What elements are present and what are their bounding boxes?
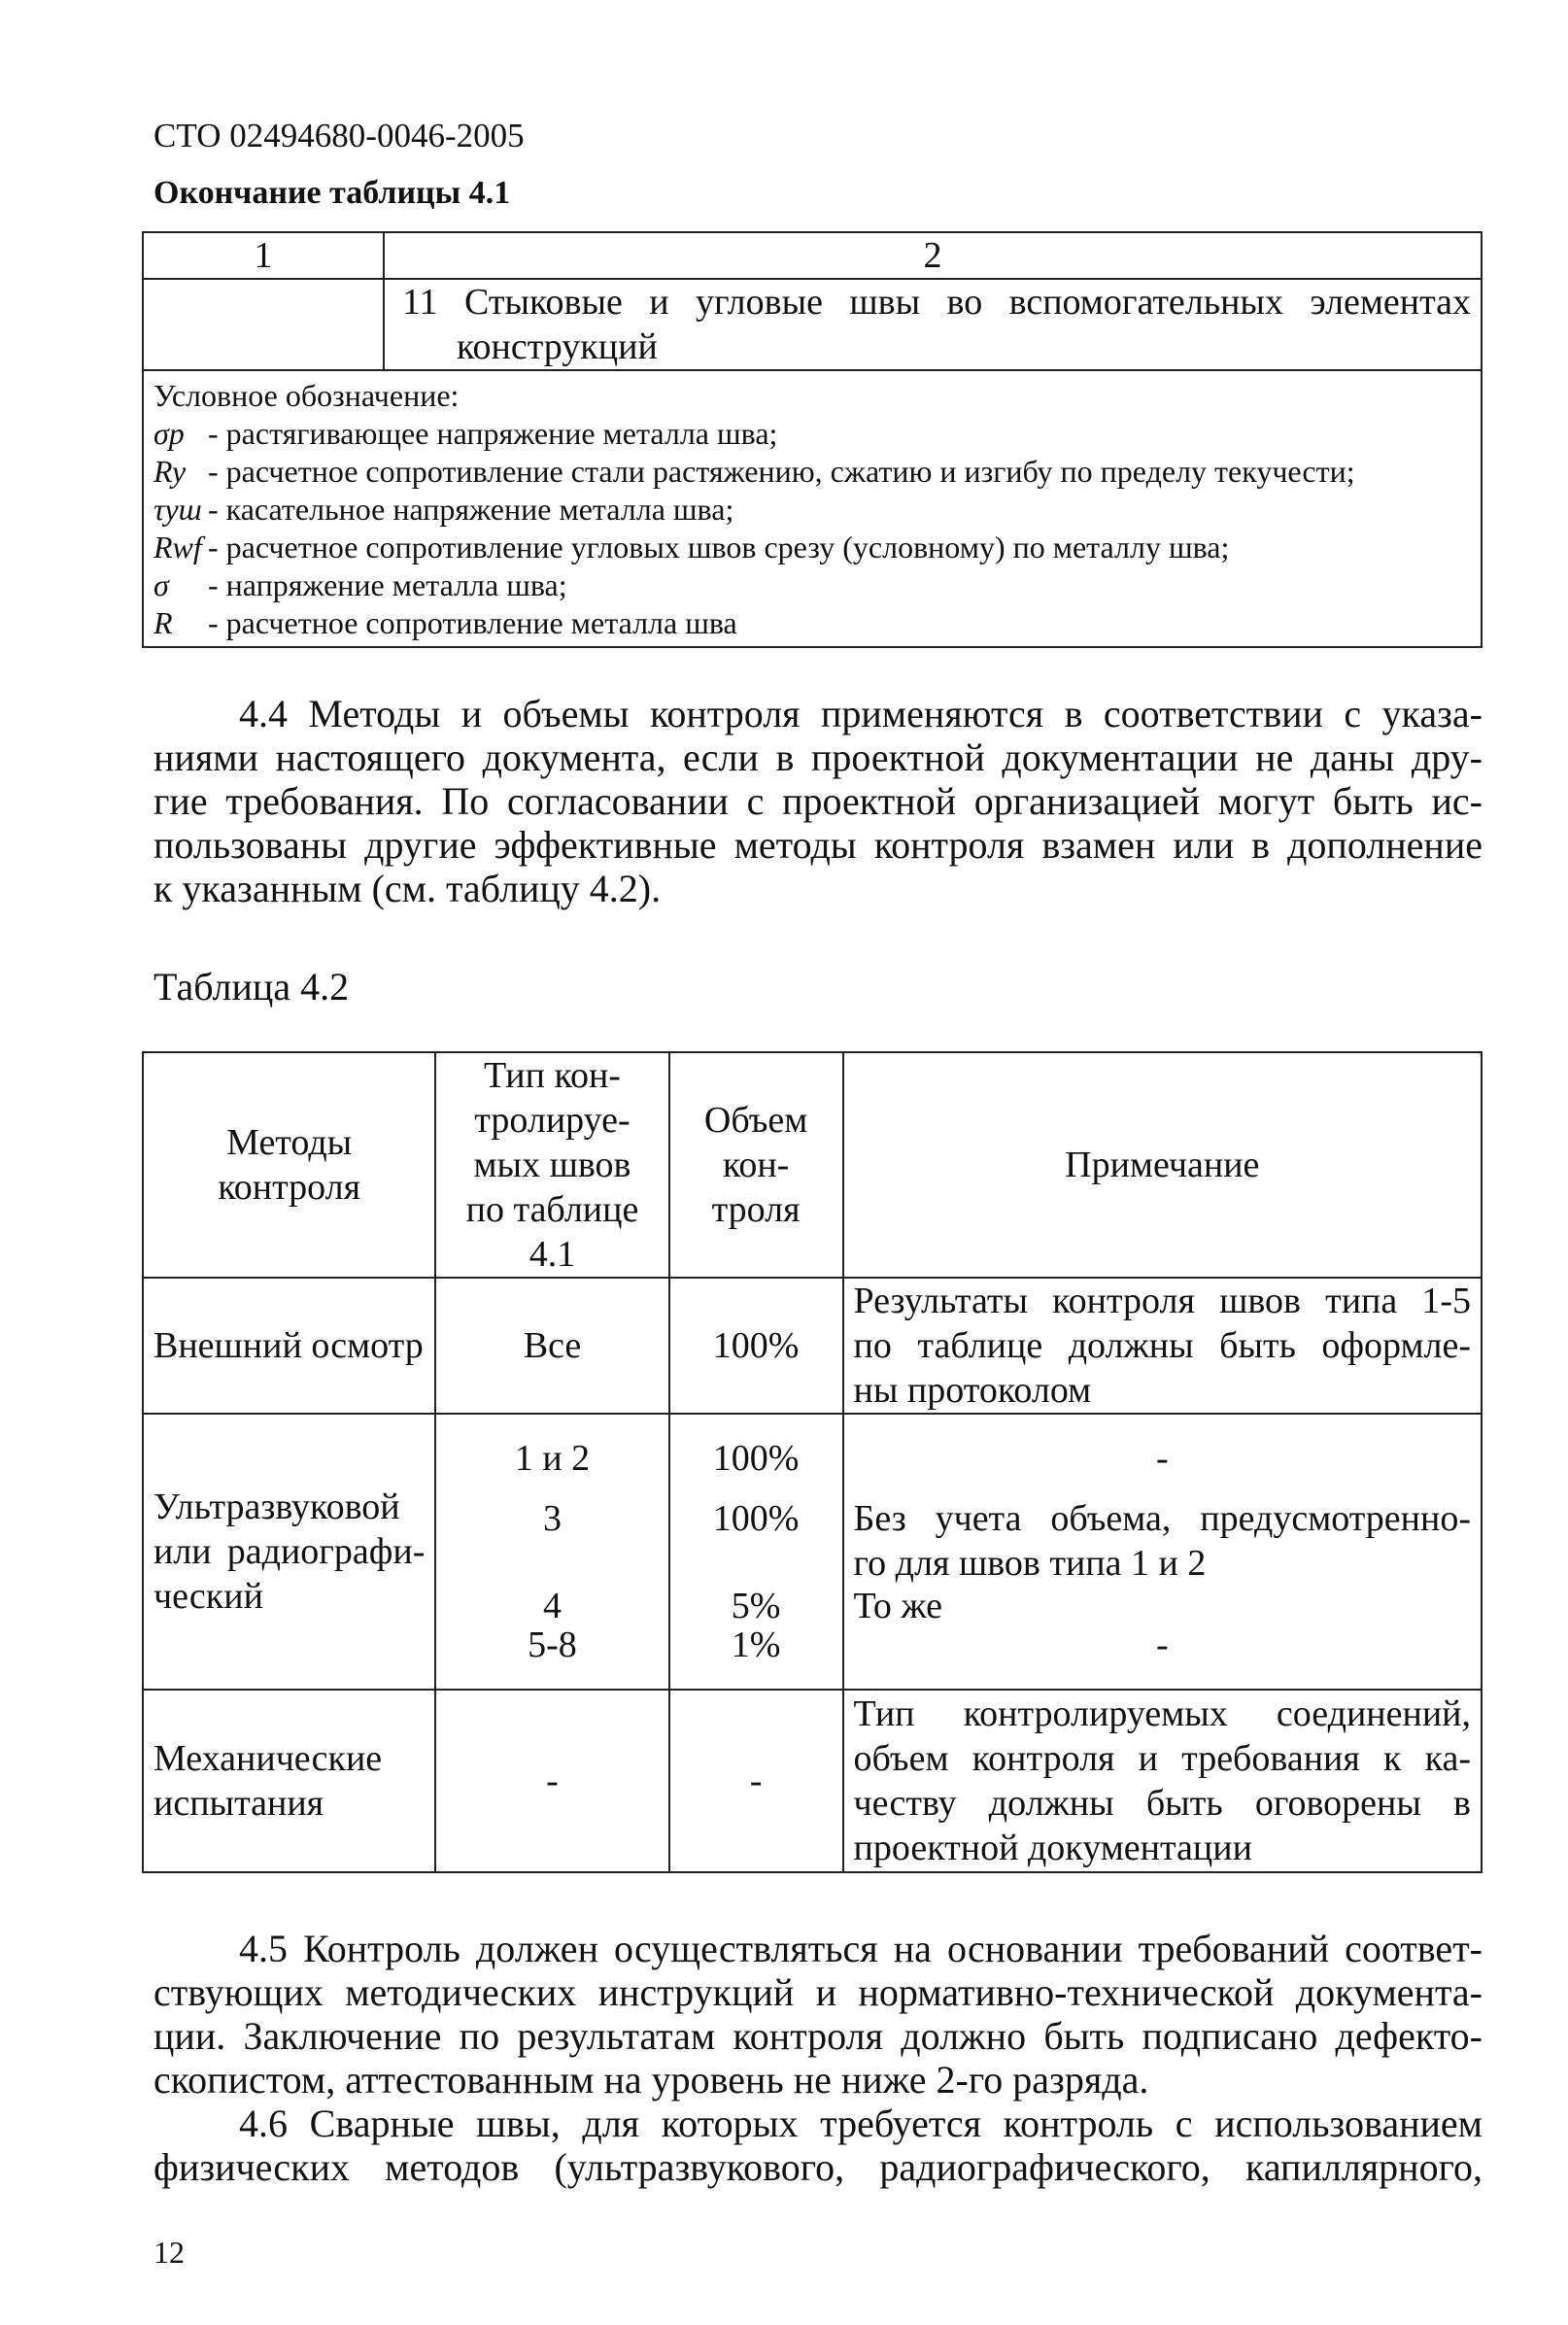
page-number: 12 — [153, 2235, 185, 2270]
volume-visual: 100% — [669, 1278, 843, 1414]
paragraph-line: к указанным (см. таблицу 4.2). — [153, 867, 662, 910]
legend-item — [153, 604, 1471, 642]
legend-text: - касательное напряжение металла шва; — [208, 492, 734, 527]
note-visual — [843, 1278, 1482, 1414]
note-line: проектной документации — [853, 1828, 1252, 1868]
header-type — [435, 1052, 668, 1278]
legend-text: - напряжение металла шва; — [208, 567, 567, 602]
document-code: СТО 02494680-0046-2005 — [153, 117, 525, 154]
header-line: Методы — [226, 1122, 353, 1163]
legend-title: Условное обозначение: — [153, 378, 460, 413]
note-line: - — [1155, 1624, 1169, 1665]
note-line: го для швов типа 1 и 2 — [853, 1543, 1207, 1584]
type-value: 1 и 2 — [514, 1438, 591, 1479]
legend-item — [153, 415, 1471, 453]
method-ultrasonic — [143, 1414, 435, 1690]
header-line: по таблице — [465, 1189, 639, 1230]
header-line: контроля — [218, 1167, 361, 1208]
table-row — [143, 1278, 1482, 1414]
paragraph-line: ниями настоящего документа, если в проектной документации не даны дру- — [153, 735, 1483, 779]
paragraph-4-5 — [153, 1927, 1483, 2102]
type-value: 5-8 — [528, 1624, 577, 1665]
method-line: Ультразвуковой — [153, 1487, 400, 1527]
table-continuation-caption: Окончание таблицы 4.1 — [153, 175, 511, 211]
volume-value: 1% — [731, 1624, 781, 1665]
legend-item — [153, 566, 1471, 604]
header-line: кон- — [722, 1145, 790, 1185]
legend-text: - расчетное сопротивление стали растяжению, сжатию и изгибу по пределу текучести; — [208, 454, 1355, 489]
table-4-1 — [142, 231, 1483, 648]
table-4-2-caption: Таблица 4.2 — [153, 965, 350, 1009]
method-line: испытания — [153, 1783, 324, 1824]
table-header-row — [143, 232, 1482, 279]
note-line: - — [1155, 1438, 1169, 1479]
header-line: Тип кон- — [484, 1055, 621, 1096]
header-methods — [143, 1052, 435, 1278]
row11-line1: 11 Стыковые и угловые швы во вспомогательных элементах — [402, 282, 1471, 323]
header-line: 4.1 — [528, 1234, 576, 1275]
header-line: мых швов — [473, 1145, 631, 1185]
volume-value: 100% — [712, 1498, 800, 1539]
paragraph-line: 4.6 Сварные швы, для которых требуется контроль с использованием — [239, 2102, 1483, 2145]
header-line: троля — [711, 1189, 801, 1230]
type-visual: Все — [435, 1278, 668, 1414]
table-header-row — [143, 1052, 1482, 1278]
paragraph-line: физических методов (ультразвукового, радиографического, капиллярного, — [153, 2145, 1483, 2189]
note-line: Тип контролируемых соединений, — [853, 1693, 1471, 1734]
note-line: честву должны быть оговорены в — [853, 1783, 1471, 1824]
legend-item — [153, 453, 1471, 491]
paragraph-line: гие требования. По согласовании с проектной организацией могут быть ис- — [153, 779, 1483, 823]
row11-cell — [384, 279, 1482, 370]
legend-symbol: Ry — [153, 454, 187, 489]
note-line: объем контроля и требования к ка- — [853, 1738, 1471, 1779]
note-line: ны протоколом — [853, 1370, 1092, 1411]
type-value: 3 — [542, 1498, 562, 1539]
legend-symbol: R — [153, 605, 173, 640]
method-line: ческий — [153, 1576, 263, 1617]
volume-ultrasonic — [669, 1414, 843, 1690]
paragraph-line: пользованы другие эффективные методы контроля взамен или в дополнение — [153, 823, 1483, 867]
method-visual: Внешний осмотр — [143, 1278, 435, 1414]
method-mechanical — [143, 1690, 435, 1872]
note-line: по таблице должны быть оформле- — [853, 1325, 1471, 1366]
header-volume — [669, 1052, 843, 1278]
legend-cell — [143, 370, 1482, 647]
note-line: Без учета объема, предусмотренно- — [853, 1498, 1471, 1539]
table-row — [143, 1414, 1482, 1690]
col1-header: 1 — [143, 232, 384, 279]
type-mechanical: - — [435, 1690, 668, 1872]
paragraph-4-4 — [153, 692, 1483, 910]
volume-value — [680, 1541, 833, 1586]
method-line: Механические — [153, 1738, 383, 1779]
paragraph-4-6 — [153, 2102, 1483, 2189]
table-4-2 — [142, 1051, 1483, 1873]
paragraph-line: скопистом, аттестованным на уровень не ниже 2-го разряда. — [153, 2058, 1149, 2102]
type-value — [446, 1541, 658, 1586]
paragraph-line: ствующих методических инструкций и нормативно-технической документа- — [153, 1970, 1483, 2014]
header-note: Примечание — [843, 1052, 1482, 1278]
header-line: тролируе- — [474, 1100, 631, 1141]
paragraph-line: 4.5 Контроль должен осуществляться на основании требований соответ- — [239, 1927, 1483, 1970]
note-ultrasonic — [843, 1414, 1482, 1690]
table-row — [143, 1690, 1482, 1872]
volume-value: 100% — [712, 1438, 800, 1479]
legend-symbol: σp — [153, 416, 185, 451]
type-ultrasonic — [435, 1414, 668, 1690]
volume-mechanical: - — [669, 1690, 843, 1872]
note-line: То же — [853, 1586, 943, 1626]
legend-text: - расчетное сопротивление угловых швов срезу (условному) по металлу шва; — [208, 530, 1230, 564]
table-row — [143, 279, 1482, 370]
header-line: Объем — [703, 1100, 808, 1141]
note-line: Результаты контроля швов типа 1-5 — [853, 1281, 1471, 1321]
legend-item — [153, 491, 1471, 529]
legend-text: - растягивающее напряжение металла шва; — [208, 416, 778, 451]
legend-item — [153, 529, 1471, 566]
note-mechanical — [843, 1690, 1482, 1872]
method-line: или радиографи- — [153, 1531, 426, 1572]
legend-text: - расчетное сопротивление металла шва — [208, 605, 737, 640]
row11-line2: конструкций — [457, 326, 658, 367]
volume-value: 5% — [731, 1586, 781, 1626]
legend-symbol: τуш — [153, 492, 202, 527]
empty-cell — [143, 279, 384, 370]
legend-symbol: σ — [153, 567, 169, 602]
col2-header: 2 — [384, 232, 1482, 279]
legend-symbol: Rwf — [153, 530, 202, 564]
type-value: 4 — [542, 1586, 562, 1626]
paragraph-line: 4.4 Методы и объемы контроля применяются в соответствии с указа- — [239, 692, 1483, 735]
paragraph-line: ции. Заключение по результатам контроля должно быть подписано дефекто- — [153, 2014, 1483, 2058]
legend-row — [143, 370, 1482, 647]
